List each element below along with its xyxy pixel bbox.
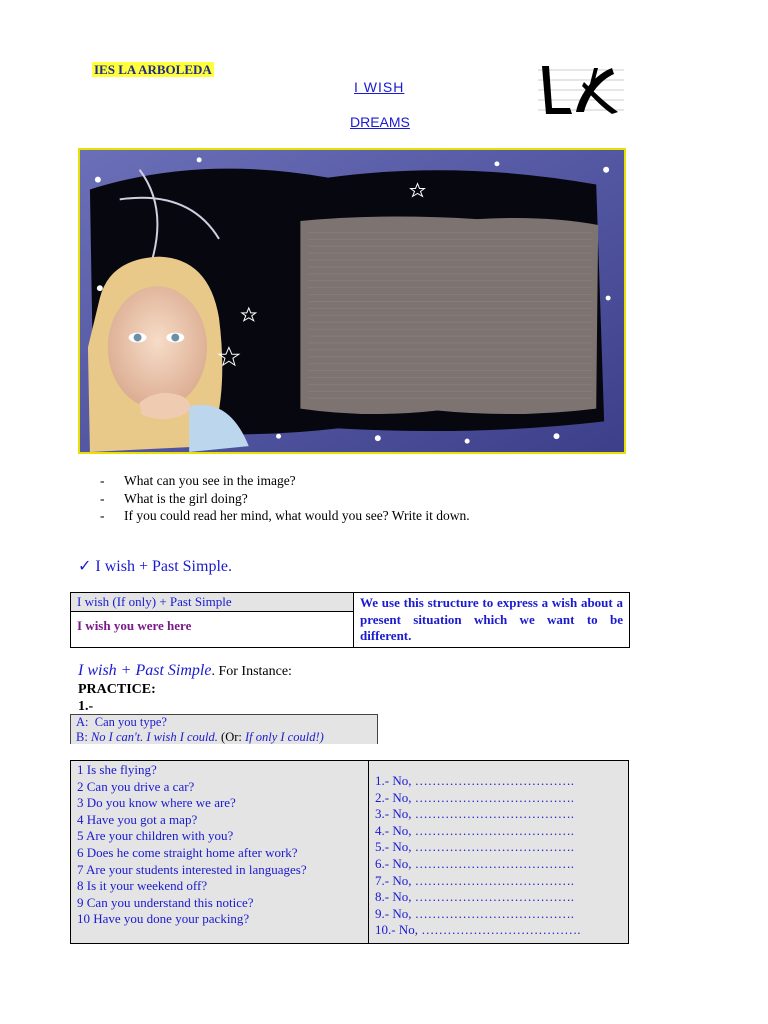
grammar-structure: I wish (If only) + Past Simple — [71, 593, 354, 612]
school-name: IES LA ARBOLEDA — [94, 62, 212, 77]
answer-blank[interactable]: 5.- No, ………………………………. — [375, 839, 574, 855]
table-row: 2 Can you drive a car? — [77, 778, 195, 794]
checkmark-icon: ✓ — [78, 558, 92, 575]
discussion-questions — [100, 472, 470, 525]
table-row: 8 Is it your weekend off? — [77, 878, 208, 894]
practice-label: PRACTICE: — [78, 682, 156, 697]
worksheet-subtitle: DREAMS — [350, 114, 410, 130]
table-row: 6 Does he come straight home after work? — [77, 844, 298, 860]
section-heading — [78, 556, 232, 576]
section-heading-text: I wish + Past Simple. — [95, 558, 232, 575]
question-text: What is the girl doing? — [124, 490, 248, 506]
table-row: 1 Is she flying? — [77, 762, 157, 777]
answer-blank[interactable]: 2.- No, ………………………………. — [375, 789, 574, 805]
worksheet-title: I WISH — [354, 79, 405, 95]
grammar-example: I wish you were here — [71, 612, 354, 648]
dialog-question: Can you type? — [94, 715, 167, 729]
girl-dreaming-illustration — [78, 148, 626, 454]
instance-label: . For Instance: — [211, 664, 292, 679]
table-row: 9 Can you understand this notice? — [77, 894, 254, 910]
list-item: - What can you see in the image? — [100, 473, 296, 488]
table-row: 4 Have you got a map? — [77, 811, 198, 827]
practice-heading — [78, 681, 156, 715]
question-text: If you could read her mind, what would you see? Write it down. — [124, 508, 470, 523]
table-row: 10 Have you done your packing? — [77, 911, 250, 927]
grammar-table — [70, 592, 630, 648]
exercise-table — [70, 760, 629, 944]
example-dialog — [70, 714, 378, 744]
answer-blank[interactable]: 9.- No, ………………………………. — [375, 905, 574, 921]
answer-blank[interactable]: 8.- No, ………………………………. — [375, 889, 574, 905]
list-item: - What is the girl doing? — [100, 490, 248, 506]
question-text: What can you see in the image? — [124, 473, 296, 488]
dialog-answer: No I can't. I wish I could. — [90, 729, 218, 744]
answer-blank[interactable]: 10.- No, ………………………………. — [375, 922, 581, 938]
list-item: - If you could read her mind, what would you see? Write it down. — [100, 508, 470, 523]
answer-blank[interactable]: 3.- No, ………………………………. — [375, 806, 574, 822]
grammar-explanation: We use this structure to express a wish about a present situation which we want to be different. — [354, 593, 630, 648]
speaker-b: B: — [76, 729, 88, 744]
exercise-questions — [71, 761, 369, 943]
dialog-line-b — [76, 730, 372, 745]
table-row: 7 Are your students interested in languages? — [77, 861, 307, 877]
dialog-alt-prefix: (Or: — [221, 729, 242, 744]
exercise-answers — [369, 761, 628, 943]
answer-blank[interactable]: 6.- No, ………………………………. — [375, 855, 574, 871]
table-row: 5 Are your children with you? — [77, 828, 234, 844]
answer-blank[interactable]: 4.- No, ………………………………. — [375, 822, 574, 838]
answer-blank[interactable]: 7.- No, ………………………………. — [375, 872, 574, 888]
for-instance-line — [78, 662, 292, 680]
dialog-alt-answer: If only I could!) — [244, 729, 324, 744]
school-logo — [534, 62, 626, 118]
answer-blank[interactable]: 1.- No, ………………………………. — [375, 773, 574, 788]
instance-structure: I wish + Past Simple — [78, 662, 212, 679]
speaker-a: A: — [76, 715, 89, 729]
exercise-number: 1.- — [78, 699, 94, 714]
table-row: 3 Do you know where we are? — [77, 795, 236, 811]
dialog-line-a — [76, 715, 372, 730]
